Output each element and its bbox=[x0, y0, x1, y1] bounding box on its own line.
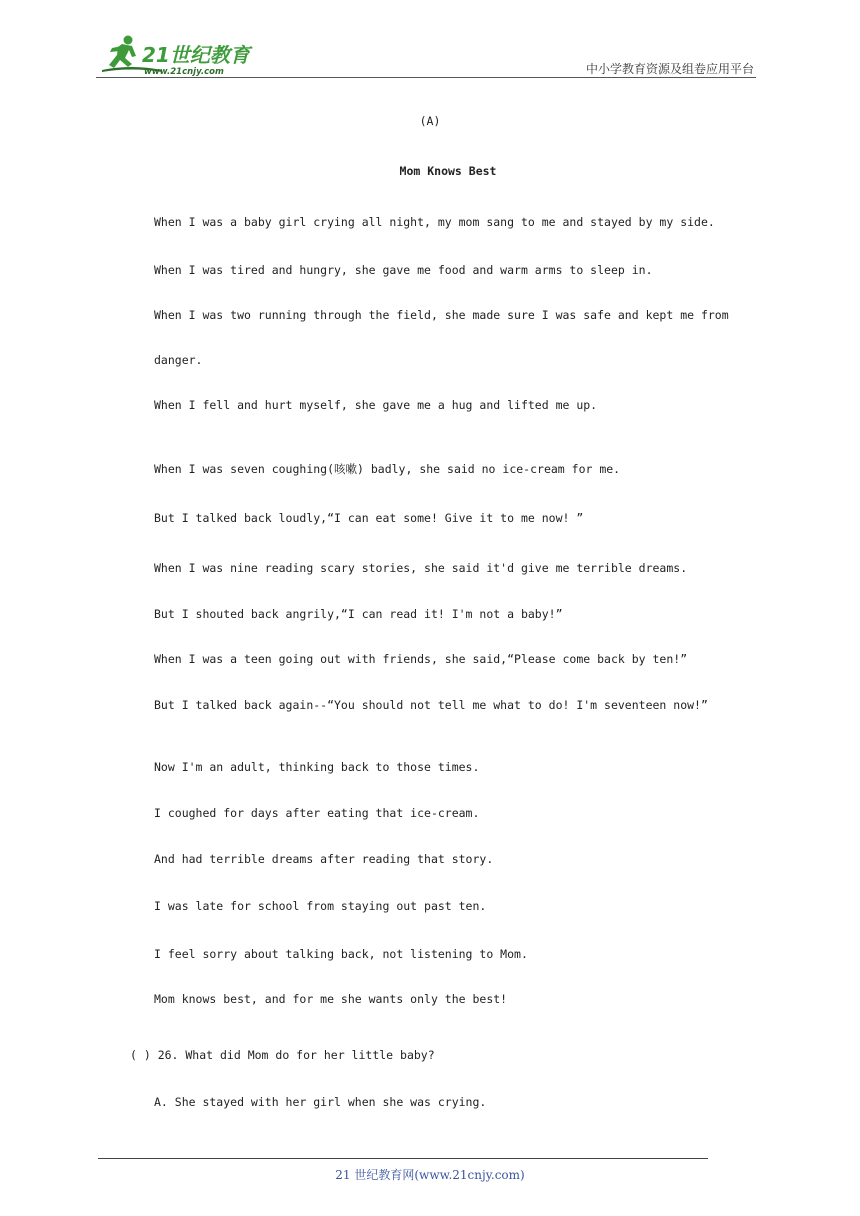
header-tagline: 中小学教育资源及组卷应用平台 bbox=[585, 62, 754, 76]
passage-line: When I was a teen going out with friends, she said,“Please come back by ten!” bbox=[154, 652, 688, 666]
passage-line: Now I'm an adult, thinking back to those times. bbox=[154, 760, 480, 774]
passage-line: When I was tired and hungry, she gave me food and warm arms to sleep in. bbox=[154, 263, 653, 277]
passage-line: I coughed for days after eating that ice-cream. bbox=[154, 806, 480, 820]
passage-title: Mom Knows Best bbox=[399, 164, 497, 178]
section-label: (A) bbox=[419, 114, 441, 128]
passage-line: When I fell and hurt myself, she gave me a hug and lifted me up. bbox=[154, 398, 598, 412]
footer-divider bbox=[98, 1158, 708, 1159]
passage-line: danger. bbox=[154, 353, 203, 367]
passage-line: When I was a baby girl crying all night, my mom sang to me and stayed by my side. bbox=[154, 215, 715, 229]
passage-line: I was late for school from staying out past ten. bbox=[154, 899, 487, 913]
logo-text: 21世纪教育 bbox=[142, 43, 250, 67]
passage-line: When I was two running through the field, she made sure I was safe and kept me from bbox=[154, 308, 729, 322]
passage-line: When I was nine reading scary stories, she said it'd give me terrible dreams. bbox=[154, 561, 688, 575]
logo-url: www.21cnjy.com bbox=[144, 67, 224, 77]
site-logo bbox=[92, 34, 262, 78]
page-header bbox=[0, 0, 860, 80]
passage-line: Mom knows best, and for me she wants only the best! bbox=[154, 992, 508, 1006]
passage-line: But I shouted back angrily,“I can read it! I'm not a baby!” bbox=[154, 607, 563, 621]
passage-line: But I talked back again--“You should not tell me what to do! I'm seventeen now!” bbox=[154, 698, 708, 712]
passage-line: I feel sorry about talking back, not listening to Mom. bbox=[154, 947, 528, 961]
question-text: ( ) 26. What did Mom do for her little baby? bbox=[130, 1048, 435, 1062]
footer-text: 21 世纪教育网(www.21cnjy.com) bbox=[335, 1168, 525, 1182]
passage-line: And had terrible dreams after reading that story. bbox=[154, 852, 494, 866]
header-divider bbox=[96, 77, 756, 78]
passage-line: When I was seven coughing(咳嗽) badly, she said no ice-cream for me. bbox=[154, 462, 621, 476]
answer-option-a: A. She stayed with her girl when she was crying. bbox=[154, 1095, 487, 1109]
passage-line: But I talked back loudly,“I can eat some! Give it to me now! ” bbox=[154, 511, 584, 525]
